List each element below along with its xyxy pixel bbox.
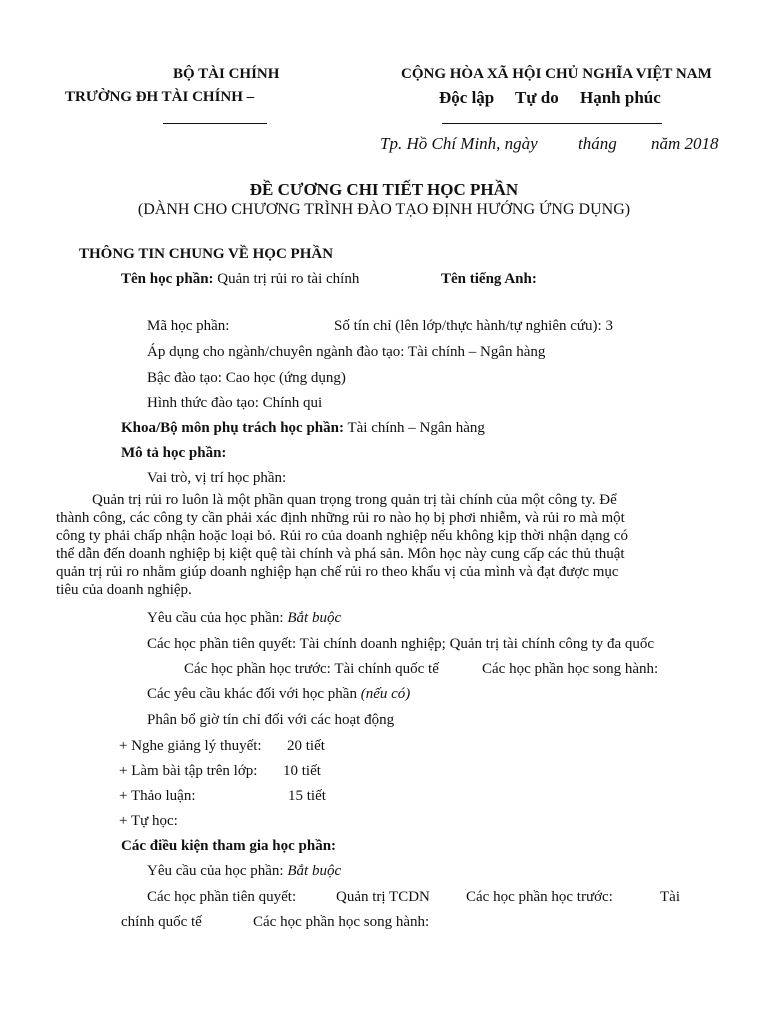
description-line-1: Quản trị rủi ro luôn là một phần quan trọng trong quản trị tài chính của một công ty. Để	[92, 492, 617, 508]
other-req-label: Các yêu cầu khác đối với học phần	[147, 686, 357, 702]
place-date: Tp. Hồ Chí Minh, ngày	[380, 134, 538, 153]
conditions-previous-label: Các học phần học trước:	[466, 889, 613, 905]
description-line-3: công ty phải chấp nhận hoặc loại bỏ. Rủi ro của doanh nghiệp nếu không kịp thời nhận dạng có	[56, 528, 628, 544]
credits: Số tín chỉ (lên lớp/thực hành/tự nghiên cứu): 3	[334, 318, 613, 334]
conditions-requirement-value: Bắt buộc	[287, 863, 342, 879]
english-name-label: Tên tiếng Anh:	[441, 271, 537, 287]
previous-courses: Các học phần học trước: Tài chính quốc tế	[184, 661, 439, 677]
header-right-underline	[442, 123, 662, 124]
republic-name: CỘNG HÒA XÃ HỘI CHỦ NGHĨA VIỆT NAM	[401, 66, 712, 82]
discussion-label: + Thảo luận:	[119, 788, 196, 804]
faculty-value: Tài chính – Ngân hàng	[343, 420, 485, 436]
description-line-4: thể dẫn đến doanh nghiệp bị kiệt quệ tài chính và phá sản. Môn học này cung cấp các thủ thuật	[56, 546, 625, 562]
other-requirements	[147, 686, 410, 703]
discussion-value: 15 tiết	[288, 788, 326, 804]
faculty-label: Khoa/Bộ môn phụ trách học phần:	[121, 420, 344, 436]
course-name	[121, 271, 359, 288]
conditions-requirement-label: Yêu cầu của học phần:	[147, 863, 284, 879]
conditions-prereq-value: Quản trị TCDN	[336, 889, 430, 905]
date-year: năm 2018	[651, 134, 719, 153]
exercise-value: 10 tiết	[283, 763, 321, 779]
conditions-heading: Các điều kiện tham gia học phần:	[121, 838, 337, 854]
role-label: Vai trò, vị trí học phần:	[147, 470, 287, 486]
training-mode: Hình thức đào tạo: Chính qui	[147, 395, 323, 411]
requirement	[147, 610, 341, 627]
hours-allocation: Phân bổ giờ tín chỉ đối với các hoạt động	[147, 712, 395, 728]
university-name: TRƯỜNG ĐH TÀI CHÍNH –	[65, 89, 255, 105]
description-label: Mô tả học phần:	[121, 445, 227, 461]
lecture-value: 20 tiết	[287, 738, 325, 754]
self-study-label: + Tự học:	[119, 813, 178, 829]
requirement-label: Yêu cầu của học phần:	[147, 610, 284, 626]
description-line-2: thành công, các công ty cần phải xác định những rủi ro nào họ bị phơi nhiễm, và rủi ro mà một	[56, 510, 625, 526]
course-name-value: Quản trị rủi ro tài chính	[213, 271, 360, 287]
description-line-6: tiêu của doanh nghiệp.	[56, 582, 192, 598]
conditions-requirement	[147, 863, 341, 880]
conditions-parallel-label: Các học phần học song hành:	[253, 914, 430, 930]
date-month: tháng	[578, 134, 617, 153]
training-level: Bậc đào tạo: Cao học (ứng dụng)	[147, 370, 346, 386]
description-line-5: quản trị rủi ro nhằm giúp doanh nghiệp hạn chế rủi ro theo khẩu vị của mình và đạt được mục	[56, 564, 619, 580]
motto-happiness: Hạnh phúc	[580, 88, 661, 107]
motto-independence: Độc lập	[439, 88, 495, 107]
lecture-label: + Nghe giảng lý thuyết:	[119, 738, 262, 754]
conditions-previous-value-2: chính quốc tế	[121, 914, 202, 930]
faculty	[121, 420, 485, 437]
general-info-heading: THÔNG TIN CHUNG VỀ HỌC PHẦN	[79, 246, 334, 262]
requirement-value: Bắt buộc	[287, 610, 342, 626]
course-name-label: Tên học phần:	[121, 271, 214, 287]
document-title: ĐỀ CƯƠNG CHI TIẾT HỌC PHẦN	[249, 180, 519, 199]
parallel-courses: Các học phần học song hành:	[482, 661, 659, 677]
prerequisites: Các học phần tiên quyết: Tài chính doanh nghiệp; Quản trị tài chính công ty đa quốc	[147, 636, 655, 652]
applies-to: Áp dụng cho ngành/chuyên ngành đào tạo: Tài chính – Ngân hàng	[147, 344, 546, 360]
document-subtitle: (DÀNH CHO CHƯƠNG TRÌNH ĐÀO TẠO ĐỊNH HƯỚNG ỨNG DỤNG)	[137, 201, 631, 218]
exercise-label: + Làm bài tập trên lớp:	[119, 763, 258, 779]
motto-freedom: Tự do	[515, 88, 559, 107]
header-left-underline	[163, 123, 267, 124]
course-code: Mã học phần:	[147, 318, 230, 334]
conditions-previous-value-1: Tài	[660, 889, 680, 905]
conditions-prereq-label: Các học phần tiên quyết:	[147, 889, 297, 905]
ministry-name: BỘ TÀI CHÍNH	[173, 66, 280, 82]
other-req-value: (nếu có)	[360, 686, 411, 702]
